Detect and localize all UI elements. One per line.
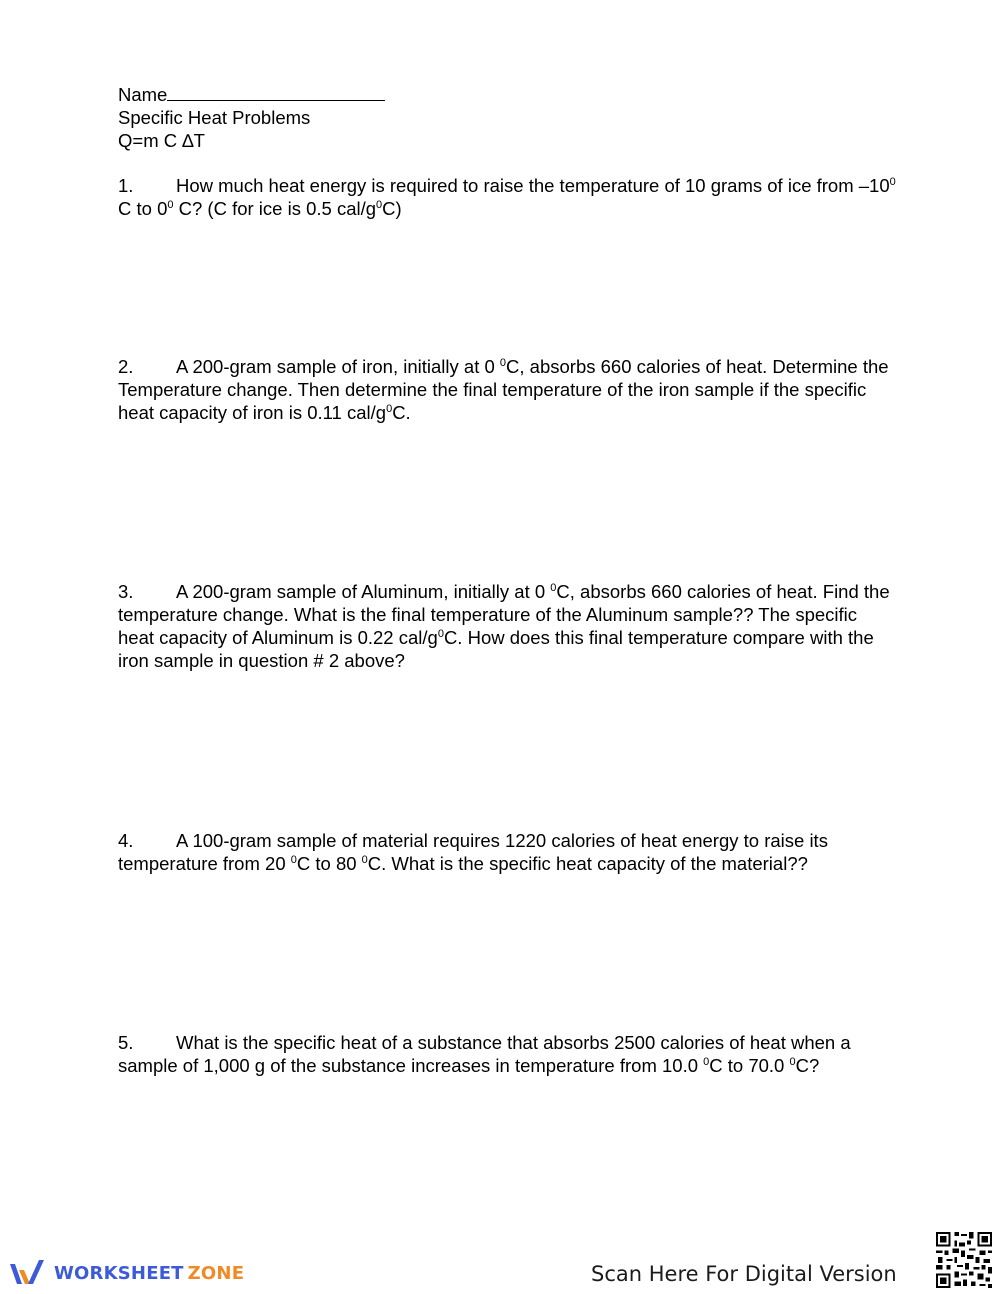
brand-name: WORKSHEET ZONE	[54, 1262, 245, 1284]
question-3: 3. A 200-gram sample of Aluminum, initially at 0 $^0$C, absorbs 660 calories of heat. Find the temperature change. What is the final temperature of the Aluminum sample?? The specific heat capacity of Aluminum is 0.22 cal/$g^0C$. How does this final temperature compare with the iron sample in question # 2 above?	[118, 581, 890, 671]
scan-caption: Scan Here For Digital Version	[591, 1262, 897, 1286]
name-blank[interactable]	[167, 82, 385, 101]
question-number: 2.	[118, 356, 134, 377]
name-line	[118, 82, 898, 106]
brand-logo[interactable]	[8, 1258, 244, 1288]
worksheet-title: Specific Heat Problems	[118, 107, 311, 128]
name-label: Name	[118, 84, 168, 105]
question-4: 4. A 100-gram sample of material requires 1220 calories of heat energy to raise its temperature from 20 $^0$C to 80 $^0$C. What is the specific heat capacity of the material??	[118, 830, 828, 874]
question-number: 4.	[118, 830, 134, 851]
question-number: 5.	[118, 1032, 134, 1053]
question-1: 1. How much heat energy is required to raise the temperature of 10 grams of ice from $-10^0$ C to $0^0$ C? (C for ice is 0.5 cal/$g^0C$)	[118, 175, 896, 219]
question-number: 1.	[118, 175, 134, 196]
question-5: 5. What is the specific heat of a substance that absorbs 2500 calories of heat when a sample of 1,000 g of the substance increases in temperature from 10.0 $^0$C to 70.0 $^0$C?	[118, 1032, 851, 1076]
worksheet	[118, 82, 898, 1076]
worksheetzone-logo-icon	[8, 1258, 48, 1288]
question-number: 3.	[118, 581, 134, 602]
qr-code-icon[interactable]	[934, 1230, 994, 1290]
formula: Q=m C ∆T	[118, 130, 205, 151]
question-2: 2. A 200-gram sample of iron, initially at 0 $^0$C, absorbs 660 calories of heat. Determine the Temperature change. Then determine the final temperature of the iron sample if the specific heat capacity of iron is 0.11 cal/$g^0C$.	[118, 356, 889, 423]
